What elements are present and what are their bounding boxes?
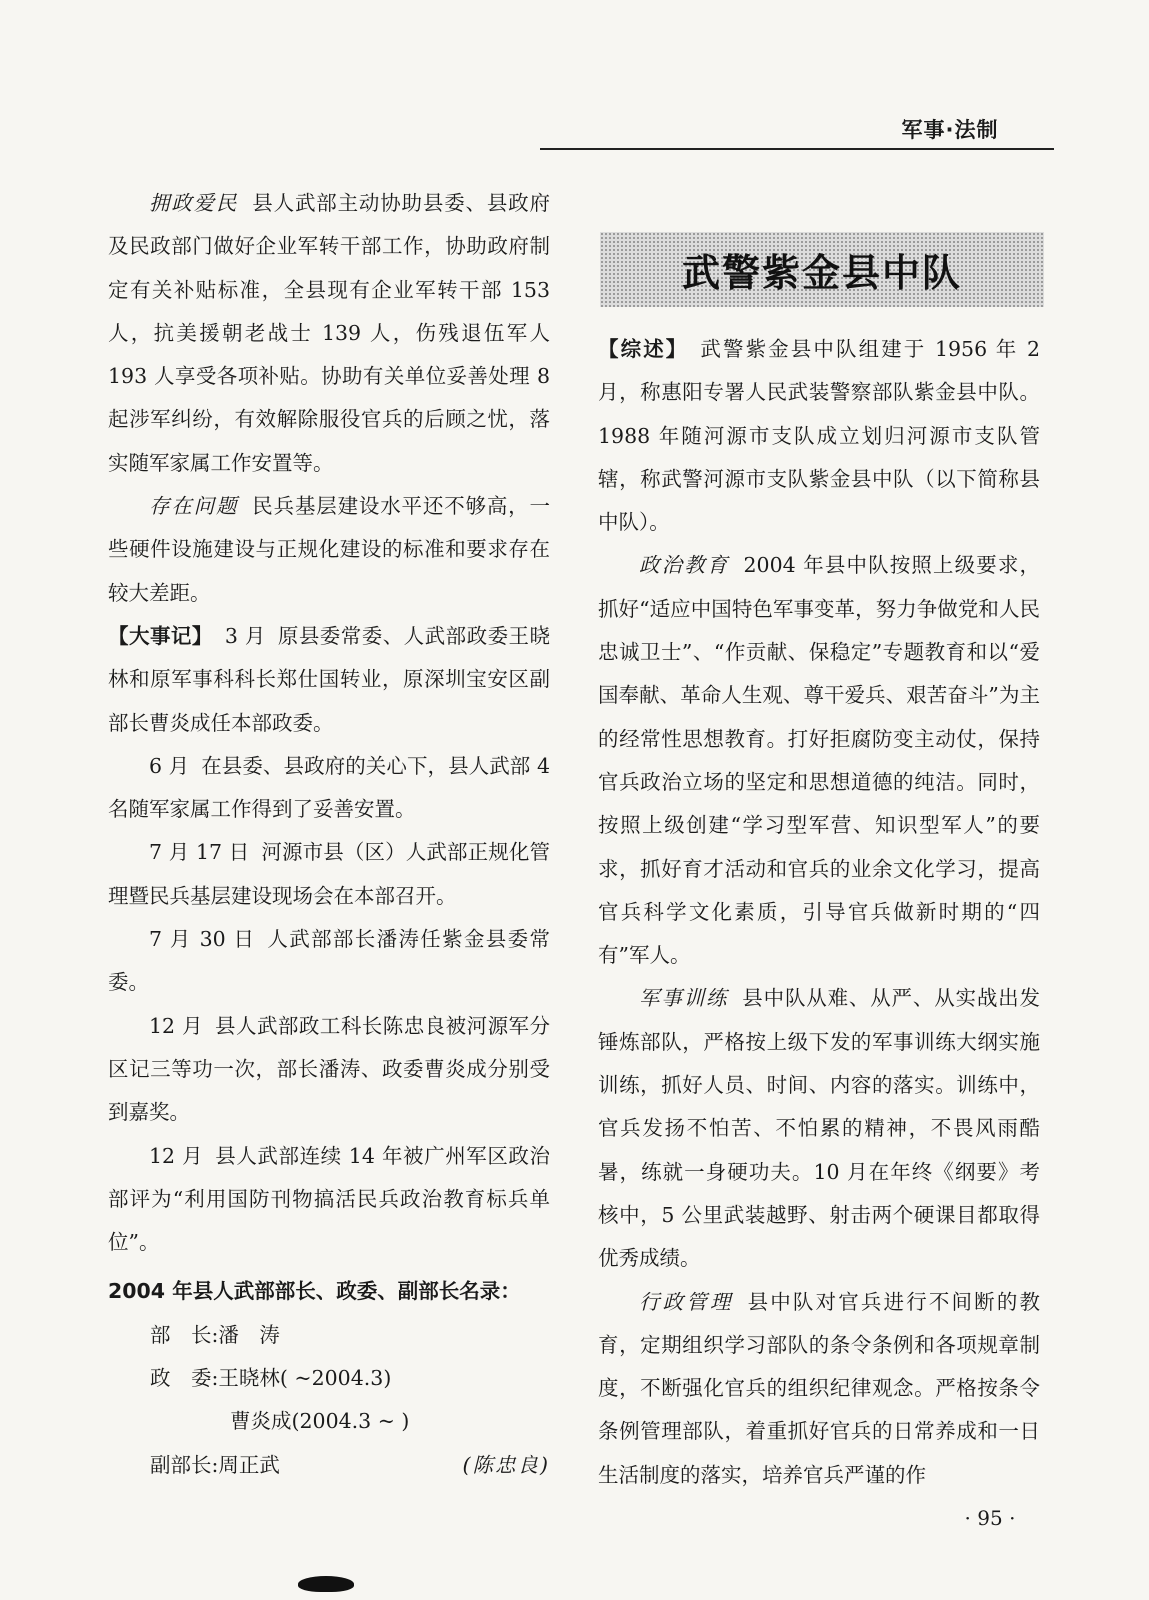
event-text: 县人武部政工科长陈忠良被河源军分区记三等功一次，部长潘涛、政委曹炎成分别受到嘉奖。 [108, 1013, 550, 1125]
subheading-label: 拥政爱民 [149, 191, 239, 215]
paragraph-text: 2004 年县中队按照上级要求，抓好“适应中国特色军事变革，努力争做党和人民忠诚卫士”、“作贡献、保稳定”专题教育和以“爱国奉献、革命人生观、尊干爱兵、艰苦奋斗”为主的经常性思想教育。打好拒腐防变主动仗，保持官兵政治立场的坚定和思想道德的纯洁。同时，按照上级创建“学习型军营、知识型军人”的要求，抓好育才活动和官兵的业余文化学习，提高官兵科学文化素质，引导官兵做新时期的“四有”军人。 [598, 553, 1041, 968]
roster-row: 部 长:潘 涛 [150, 1322, 280, 1347]
paragraph-political-education [598, 544, 1040, 977]
paragraph-text: 县中队从难、从严、从实战出发锤炼部队，严格按上级下发的军事训练大纲实施训练，抓好人员、时间、内容的落实。训练中，官兵发扬不怕苦、不怕累的精神，不畏风雨酷暑，练就一身硬功夫。10 月在年终《纲要》考核中，5 公里武装越野、射击两个硬课目都取得优秀成绩。 [598, 986, 1041, 1271]
event-date: 12 月 [149, 1013, 204, 1038]
subheading-label: 行政管理 [639, 1289, 734, 1314]
event-item [108, 918, 550, 1005]
roster-text: 副部长:周正武 [150, 1452, 280, 1477]
paragraph-text: 武警紫金县中队组建于 1956 年 2 月，称惠阳专署人民武装警察部队紫金县中队。1988 年随河源市支队成立划归河源市支队管辖，称武警河源市支队紫金县中队（以下简称县中队）。 [598, 337, 1041, 535]
event-date: 7 月 30 日 [149, 927, 256, 952]
event-date: 3 月 [224, 623, 266, 648]
scan-ink-blot [298, 1576, 354, 1592]
event-item [108, 615, 550, 745]
event-item [108, 831, 550, 918]
paragraph-text: 县中队对官兵进行不间断的教育，定期组织学习部队的条令条例和各项规章制度，不断强化官兵的组织纪律观念。严格按条令条例管理部队，着重抓好官兵的日常养成和一日生活制度的落实，培养官兵严谨的作 [598, 1289, 1040, 1487]
paragraph-military-training [598, 977, 1040, 1280]
paragraph-text: 民兵基层建设水平还不够高，一些硬件设施建设与正规化建设的标准和要求存在较大差距。 [108, 494, 551, 605]
event-text: 县人武部连续 14 年被广州军区政治部评为“利用国防刊物搞活民兵政治教育标兵单位”。 [108, 1143, 550, 1255]
event-text: 河源市县（区）人武部正规化管理暨民兵基层建设现场会在本部召开。 [108, 840, 550, 908]
page-number: · 95 · [964, 1506, 1016, 1530]
summary-label: 【综述】 [598, 337, 689, 361]
paragraph-summary [598, 328, 1040, 544]
subheading-label: 存在问题 [149, 494, 239, 519]
subheading-label: 军事训练 [639, 986, 729, 1011]
section-header-title: 军事·法制 [901, 118, 999, 142]
right-column [598, 328, 1040, 1497]
event-text: 人武部部长潘涛任紫金县委常委。 [108, 927, 550, 995]
events-label: 【大事记】 [108, 623, 213, 648]
paragraph-problems [108, 485, 550, 615]
paragraph-administration [598, 1281, 1040, 1497]
roster-row [108, 1444, 550, 1487]
roster-row: 政 委:王晓林( ~2004.3) [150, 1366, 392, 1391]
event-date: 7 月 17 日 [149, 840, 250, 865]
left-column [108, 182, 550, 1487]
article-title: 武警紫金县中队 [681, 251, 962, 295]
event-date: 6 月 [149, 753, 190, 778]
event-text: 原县委常委、人武部政委王晓林和原军事科科长郑仕国转业，原深圳宝安区副部长曹炎成任本部政委。 [108, 623, 551, 735]
paragraph-text: 县人武部主动协助县委、县政府及民政部门做好企业军转干部工作，协助政府制定有关补贴标准，全县现有企业军转干部 153 人，抗美援朝老战士 139 人，伤残退伍军人 193 人享受各项补贴。协助有关单位妥善处理 8 起涉军纠纷，有效解除服役官兵的后顾之忧，落实随军家属工作安置等。 [108, 191, 551, 475]
roster-row: 曹炎成(2004.3 ~ ) [230, 1409, 410, 1434]
event-date: 12 月 [149, 1143, 204, 1168]
event-text: 在县委、县政府的关心下，县人武部 4 名随军家属工作得到了妥善安置。 [108, 753, 551, 822]
article-title-box [600, 232, 1044, 307]
subheading-label: 政治教育 [639, 553, 730, 578]
paragraph-support-government [108, 182, 550, 485]
event-item [108, 1005, 550, 1135]
author-signature: (陈忠良) [462, 1452, 550, 1477]
event-item [108, 1135, 550, 1265]
header-divider [540, 148, 1054, 150]
roster-title: 2004 年县人武部部长、政委、副部长名录： [108, 1279, 521, 1304]
event-item [108, 745, 550, 832]
